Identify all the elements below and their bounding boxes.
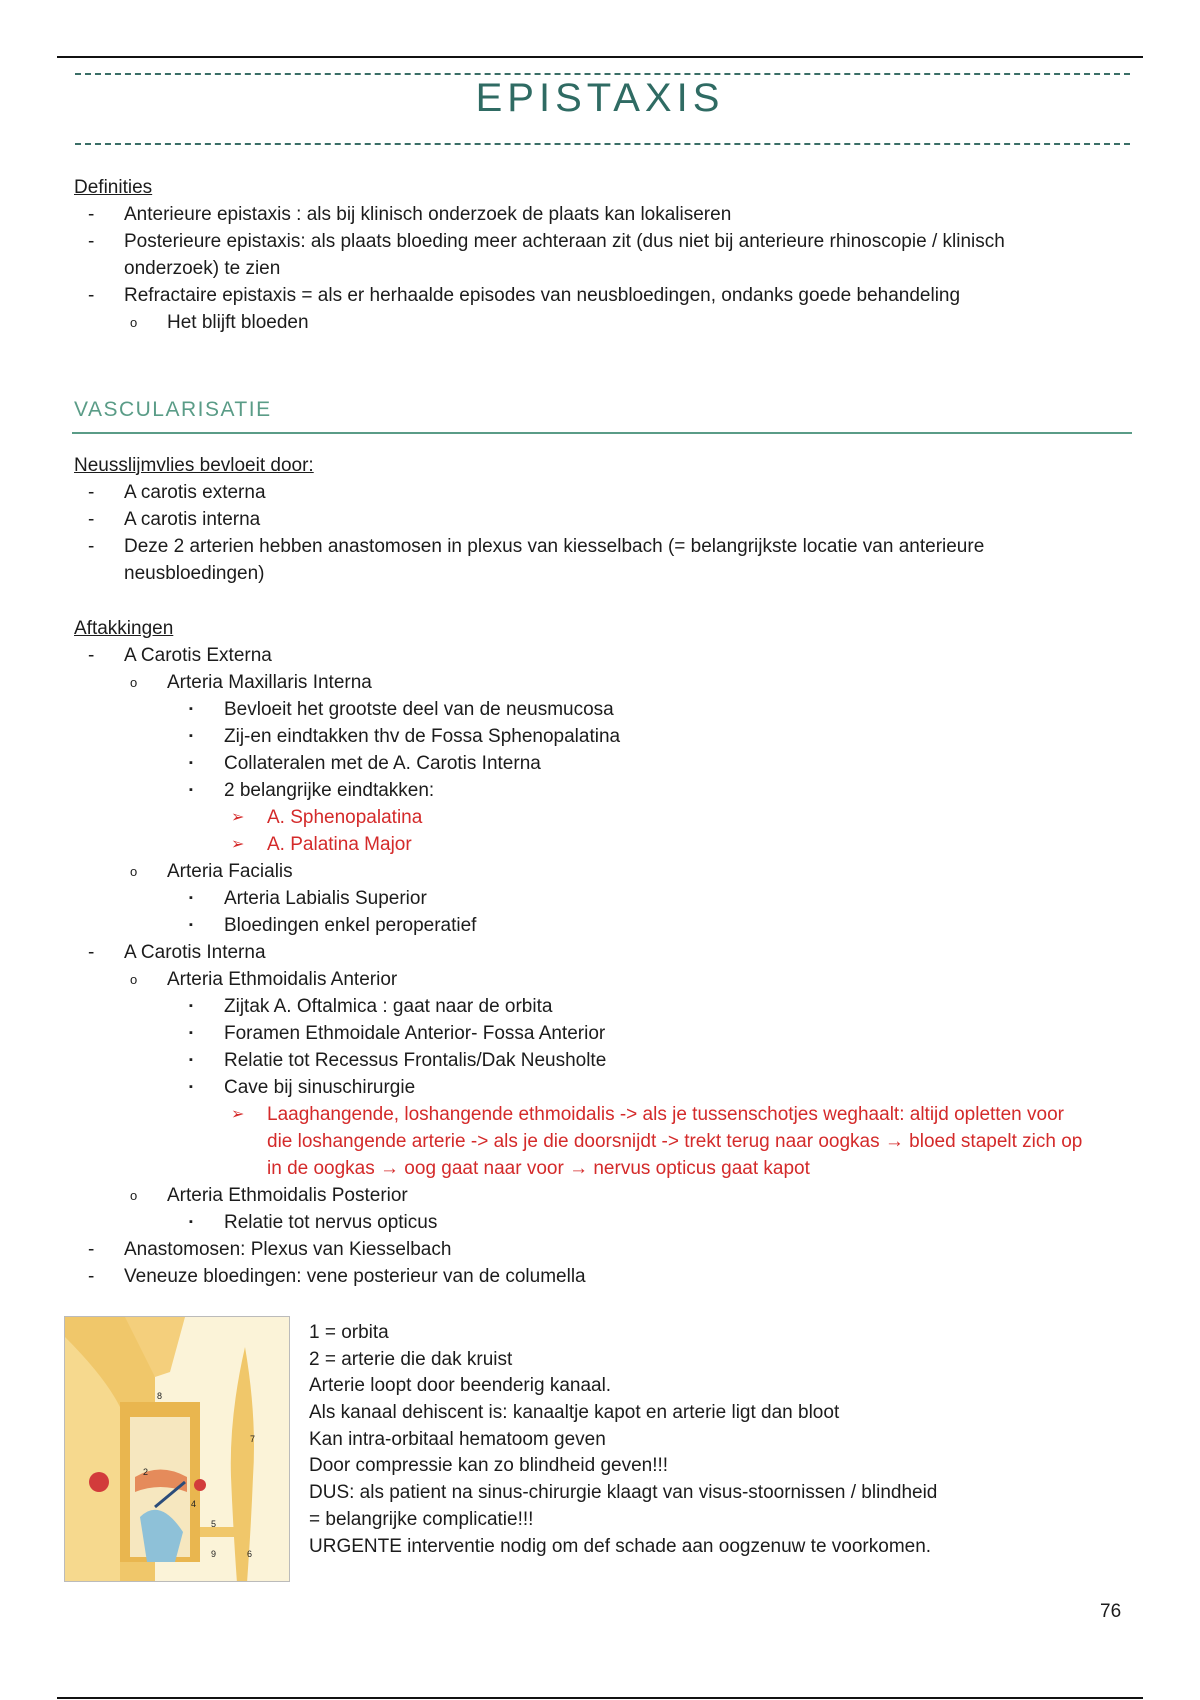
definitions-block [74,174,1134,336]
section-heading: VASCULARISATIE [74,398,272,421]
anatomy-figure [64,1316,290,1582]
figure-label: 5 [211,1519,217,1529]
figure-label: 8 [157,1391,163,1401]
branches-block [74,615,1134,1290]
caption-line: Kan intra-orbitaal hematoom geven [309,1428,606,1450]
figure-caption [309,1320,1129,1560]
caption-line: = belangrijke complicatie!!! [309,1508,534,1530]
bottom-rule [57,1697,1143,1699]
highlight-item: ➢ A. Sphenopalatina [74,804,1134,831]
arrow-icon: ➢ [231,809,245,826]
sub-sub-list-item: ▪ Zijtak A. Oftalmica : gaat naar de orbita [189,996,553,1017]
sub-sub-list-item: ▪ Arteria Labialis Superior [189,888,427,909]
sub-sub-list-item: ▪ Cave bij sinuschirurgie [189,1077,416,1098]
definitions-header: Definities [74,177,153,198]
list-item-continuation: onderzoek) te zien [124,258,281,279]
sub-list-item: o Het blijft bloeden [130,312,309,333]
caption-line: URGENTE interventie nodig om def schade aan oogzenuw te voorkomen. [309,1535,932,1557]
sub-sub-list-item: ▪ Bloedingen enkel peroperatief [189,915,477,936]
section-rule [72,432,1132,434]
caption-line: 1 = orbita [309,1322,389,1343]
page-title: EPISTAXIS [475,76,725,120]
sub-sub-list-item: ▪ Relatie tot Recessus Frontalis/Dak Neusholte [189,1050,607,1071]
arrow-icon: ➢ [231,836,245,853]
figure-label: 2 [143,1467,149,1477]
caption-line: Door compressie kan zo blindheid geven!!! [309,1455,669,1477]
top-rule [57,56,1143,58]
caption-line: DUS: als patient na sinus-chirurgie klaagt van visus-stoornissen / blindheid [309,1482,938,1504]
anatomy-illustration [65,1317,290,1582]
sub-sub-list-item: ▪ Relatie tot nervus opticus [189,1212,438,1233]
caption-line: Als kanaal dehiscent is: kanaaltje kapot en arterie ligt dan bloot [309,1402,840,1424]
sub-sub-list-item: ▪ Foramen Ethmoidale Anterior- Fossa Anterior [189,1023,606,1044]
sub-sub-list-item: ▪ 2 belangrijke eindtakken: [189,780,435,801]
figure-label: 9 [211,1549,217,1559]
list-item: - A carotis interna [88,509,261,530]
list-item: - Refractaire epistaxis = als er herhaalde episodes van neusbloedingen, ondanks goede behandeling [88,285,961,306]
list-item: - Anterieure epistaxis : als bij klinisch onderzoek de plaats kan lokaliseren [88,204,732,225]
sub-sub-list-item: ▪ Collateralen met de A. Carotis Interna [189,753,541,774]
list-item: - Deze 2 arterien hebben anastomosen in plexus van kiesselbach (= belangrijkste locatie van anterieure [88,536,985,557]
branches-header: Aftakkingen [74,618,174,639]
caption-line: Arterie loopt door beenderig kanaal. [309,1375,612,1397]
sub-list-item: o Arteria Ethmoidalis Anterior [130,969,398,990]
list-item: - Anastomosen: Plexus van Kiesselbach [88,1239,452,1260]
list-item: - A Carotis Externa [88,645,272,666]
figure-label: 7 [250,1434,256,1444]
sub-list-item: o Arteria Ethmoidalis Posterior [130,1185,408,1206]
highlight-item-continuation: die loshangende arterie -> als je die doorsnijdt -> trekt terug naar oogkas → bloed stapelt zich op [267,1131,1083,1152]
mucosa-block [74,452,1134,587]
sub-sub-list-item: ▪ Zij-en eindtakken thv de Fossa Sphenopalatina [189,726,621,747]
highlight-item-continuation: in de oogkas → oog gaat naar voor → nervus opticus gaat kapot [267,1158,810,1179]
highlight-item: ➢ Laaghangende, loshangende ethmoidalis -> als je tussenschotjes weghaalt: altijd opletten voor [74,1101,1134,1128]
mucosa-header: Neusslijmvlies bevloeit door: [74,455,314,476]
figure-label: 4 [191,1499,197,1509]
highlight-item: ➢ A. Palatina Major [74,831,1134,858]
sub-sub-list-item: ▪ Bevloeit het grootste deel van de neusmucosa [189,699,614,720]
list-item: - A carotis externa [88,482,266,503]
list-item: - Posterieure epistaxis: als plaats bloeding meer achteraan zit (dus niet bij anterieure rhinoscopie / klinisch [88,231,1005,252]
list-item: - A Carotis Interna [88,942,266,963]
arrow-icon: ➢ [231,1106,245,1123]
sub-list-item: o Arteria Maxillaris Interna [130,672,372,693]
title-dashed-rule-top [75,73,1130,75]
title-dashed-rule-bottom [75,143,1130,145]
list-item-continuation: neusbloedingen) [124,563,265,584]
page-number: 76 [1100,1601,1122,1622]
figure-label: 6 [247,1549,253,1559]
caption-line: 2 = arterie die dak kruist [309,1348,513,1370]
sub-list-item: o Arteria Facialis [130,861,293,882]
list-item: - Veneuze bloedingen: vene posterieur van de columella [88,1266,586,1287]
